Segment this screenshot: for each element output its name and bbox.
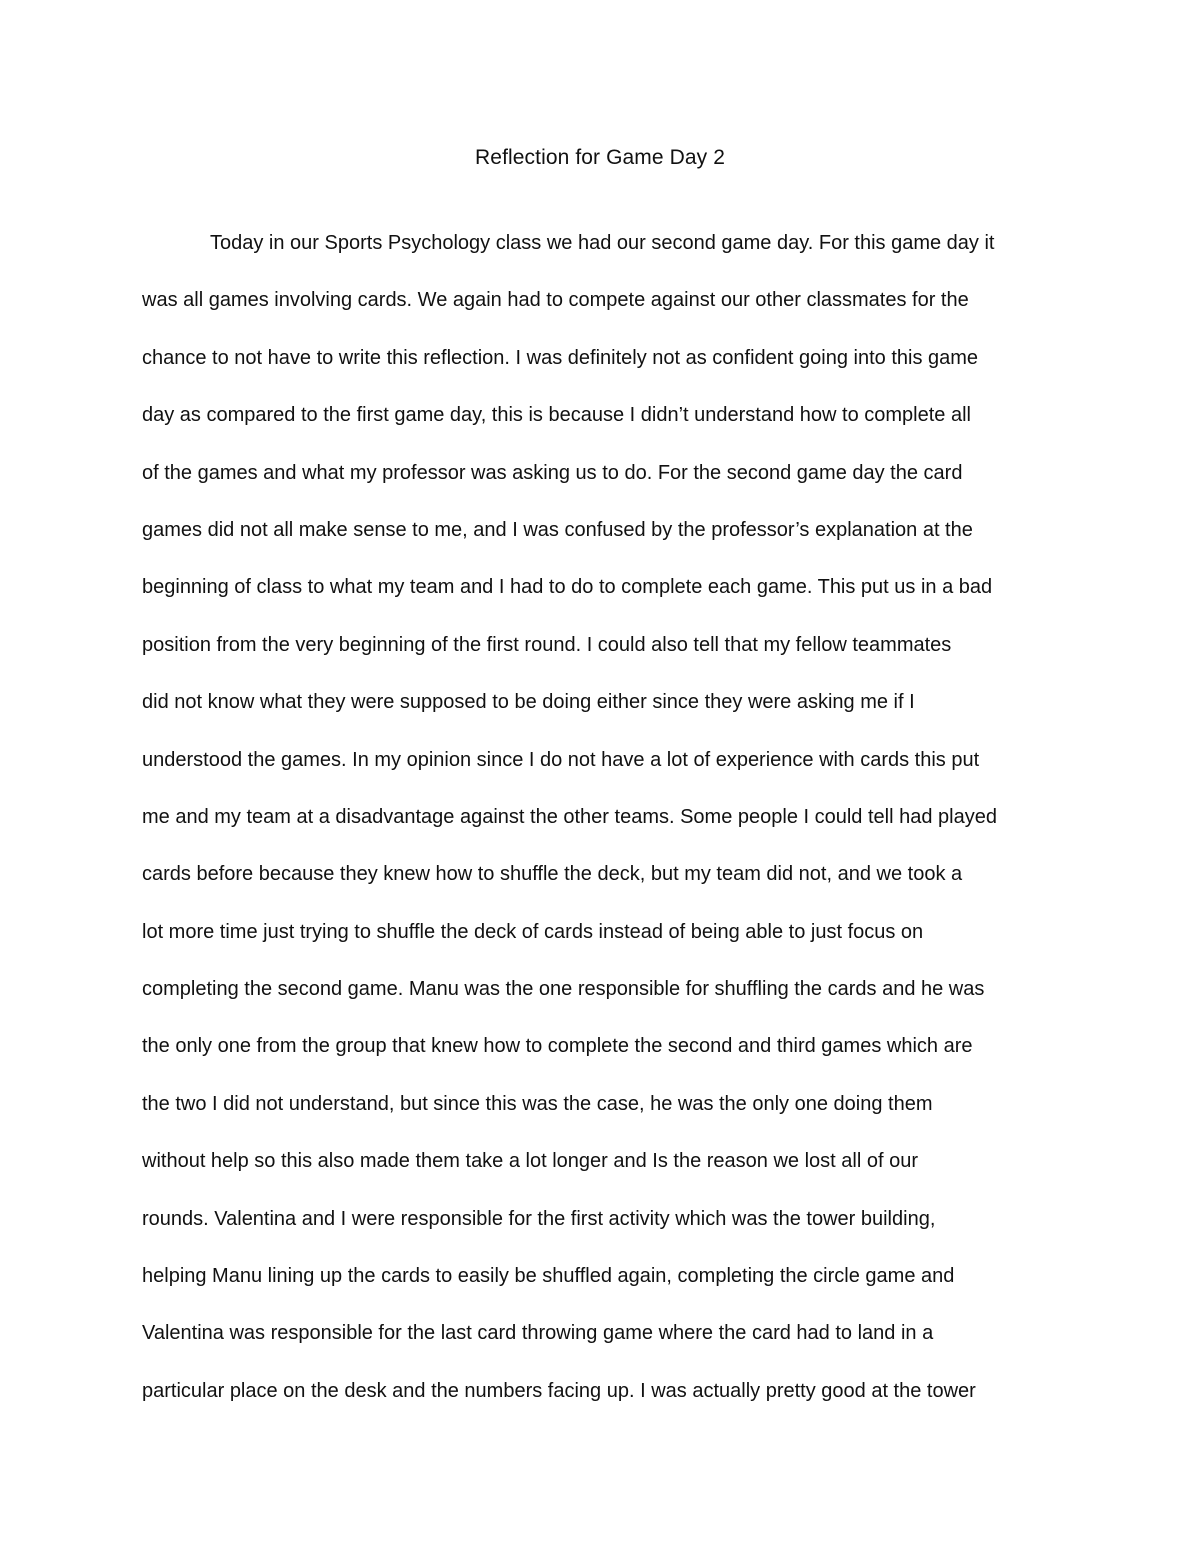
paragraph-line: beginning of class to what my team and I had to do to complete each game. This put us in a bad bbox=[142, 576, 993, 599]
document-body bbox=[142, 228, 1060, 1433]
paragraph-line: of the games and what my professor was asking us to do. For the second game day the card bbox=[142, 461, 963, 484]
paragraph-line: completing the second game. Manu was the one responsible for shuffling the cards and he was bbox=[142, 978, 985, 1001]
document-title: Reflection for Game Day 2 bbox=[475, 146, 725, 169]
paragraph-line: rounds. Valentina and I were responsible for the first activity which was the tower building, bbox=[142, 1207, 936, 1230]
paragraph-line: was all games involving cards. We again had to compete against our other classmates for the bbox=[142, 289, 969, 312]
paragraph-line: lot more time just trying to shuffle the deck of cards instead of being able to just focus on bbox=[142, 920, 924, 943]
paragraph-line: day as compared to the first game day, this is because I didn’t understand how to complete all bbox=[142, 404, 971, 427]
paragraph-line: did not know what they were supposed to be doing either since they were asking me if I bbox=[142, 691, 915, 714]
paragraph-line: Valentina was responsible for the last card throwing game where the card had to land in a bbox=[142, 1322, 934, 1345]
paragraph-line: Today in our Sports Psychology class we had our second game day. For this game day it bbox=[210, 232, 995, 254]
paragraph-line: helping Manu lining up the cards to easily be shuffled again, completing the circle game and bbox=[142, 1265, 955, 1288]
paragraph-line: the two I did not understand, but since this was the case, he was the only one doing them bbox=[142, 1092, 933, 1115]
paragraph-line: games did not all make sense to me, and I was confused by the professor’s explanation at the bbox=[142, 518, 973, 541]
paragraph-line: the only one from the group that knew how to complete the second and third games which are bbox=[142, 1035, 973, 1058]
paragraph-line: chance to not have to write this reflection. I was definitely not as confident going into this game bbox=[142, 346, 979, 369]
paragraph-line: me and my team at a disadvantage against the other teams. Some people I could tell had played bbox=[142, 805, 997, 828]
paragraph-line: without help so this also made them take a lot longer and Is the reason we lost all of our bbox=[142, 1150, 918, 1173]
paragraph-line: particular place on the desk and the numbers facing up. I was actually pretty good at the tower bbox=[142, 1379, 976, 1402]
paragraph-line: cards before because they knew how to shuffle the deck, but my team did not, and we took a bbox=[142, 863, 963, 886]
paragraph-line: position from the very beginning of the first round. I could also tell that my fellow teammates bbox=[142, 633, 952, 656]
paragraph-line: understood the games. In my opinion since I do not have a lot of experience with cards this put bbox=[142, 748, 980, 771]
